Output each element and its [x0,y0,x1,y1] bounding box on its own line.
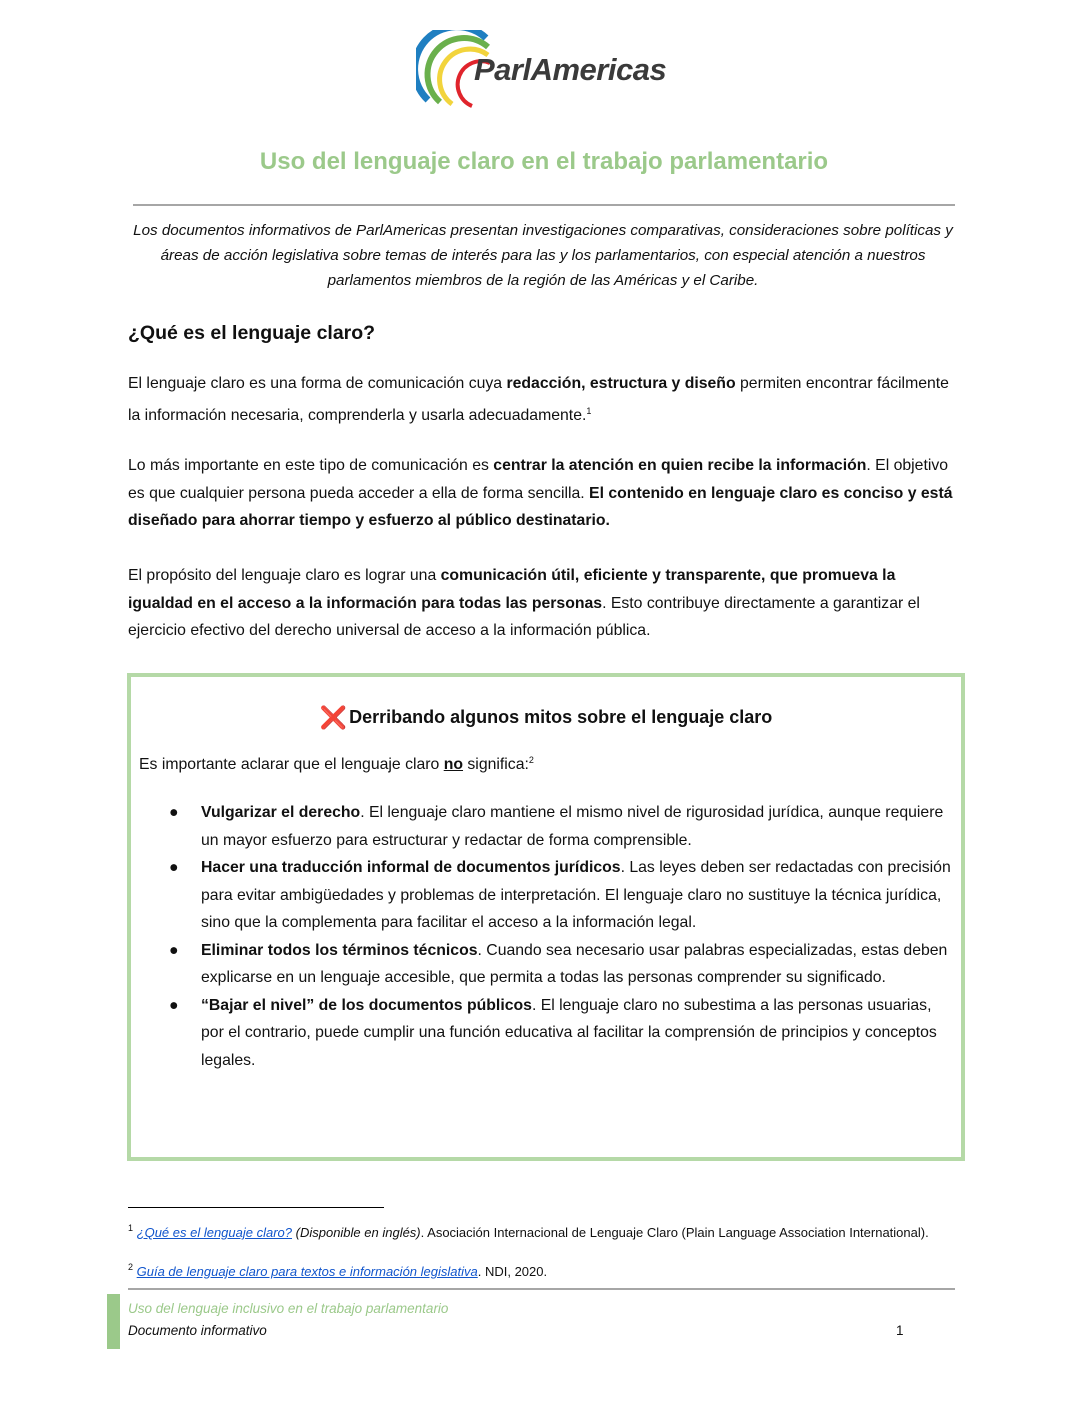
item-text: . El lenguaje claro no subestima a las personas usuarias, por el contrario, puede cumplir una función educativa al facilitar la comprensión de principios y conceptos legales. [201,996,937,1069]
logo-text: ParlAmericas [474,52,667,87]
parlamericas-logo [416,30,696,112]
footnote [128,1258,958,1281]
section-heading: ¿Qué es el lenguaje claro? [128,322,376,344]
footnote-text: . Asociación Internacional de Lenguaje Claro (Plain Language Association International). [420,1225,929,1240]
bullet-icon: ● [169,804,179,821]
text-segment: centrar la atención en quien recibe la información [493,457,867,474]
list-item [131,937,951,992]
text-segment: permiten encontrar fácilmente la información necesaria, comprenderla y usarla adecuadamente. [128,375,949,424]
footnote-number: 2 [128,1262,134,1272]
intro-after: significa: [463,756,529,773]
text-segment: redacción, estructura y diseño [506,375,736,392]
item-text: . Las leyes deben ser redactadas con precisión para evitar ambigüedades y problemas de interpretación. El lenguaje claro no sustituye la técnica jurídica, sino que la complementa para facilitar el acceso a la información legal. [201,859,951,931]
intro-text: Los documentos informativos de ParlAmericas presentan investigaciones comparativas, consideraciones sobre políticas y áreas de acción legislativa sobre temas de interés para las y los parlamentarios, con especial atención a nuestros parlamentos miembros de la región de las Américas y el Caribe. [133,222,953,289]
item-bold: “Bajar el nivel” de los documentos públicos [201,996,532,1014]
text-segment: . El objetivo es que cualquier persona pueda acceder a ella de forma sencilla. [128,457,949,502]
list-item [131,799,951,854]
text-segment: El contenido en lenguaje claro es conciso y está diseñado para ahorrar tiempo y esfuerzo al público destinatario. [128,484,953,529]
footnote-text: . NDI, 2020. [477,1264,548,1279]
footer-title: Uso del lenguaje inclusivo en el trabajo parlamentario [128,1301,449,1316]
myths-intro [139,755,534,774]
item-bold: Eliminar todos los términos técnicos [201,941,478,959]
footer-divider [128,1288,955,1290]
cross-mark-icon: ❌ [319,705,348,730]
page-title: Uso del lenguaje claro en el trabajo parlamentario [259,148,829,175]
footnote-ref[interactable]: 2 [528,755,534,765]
footnote [128,1219,958,1242]
footer-accent-bar [107,1294,120,1349]
myths-list [131,799,951,1074]
myths-box-title [131,705,961,731]
text-segment: El lenguaje claro es una forma de comunicación cuya [128,375,507,392]
text-segment: . Esto contribuye directamente a garantizar el ejercicio efectivo del derecho universal de acceso a la información pública. [128,594,920,639]
page-number: 1 [896,1323,904,1338]
item-text: . Cuando sea necesario usar palabras especializadas, estas deben explicarse en un lenguaje accesible, que permita a todas las personas comprender su significado. [201,941,948,986]
item-bold: Hacer una traducción informal de documentos jurídicos [201,859,621,876]
myths-title-text: Derribando algunos mitos sobre el lenguaje claro [349,707,773,727]
bullet-icon: ● [169,859,179,876]
bullet-icon: ● [169,996,179,1014]
list-item [131,854,951,937]
title-divider [133,204,955,206]
paragraph [128,562,958,645]
text-segment: El propósito del lenguaje claro es lograr una [128,567,441,584]
footnote-link[interactable]: Guía de lenguaje claro para textos e información legislativa [136,1264,478,1279]
paragraph [128,452,958,535]
intro-emphasis: no [443,756,464,773]
paragraph [128,370,958,429]
footnote-ref[interactable]: 1 [586,405,592,416]
bullet-icon: ● [169,941,179,959]
list-item [131,992,951,1075]
item-text: . El lenguaje claro mantiene el mismo nivel de rigurosidad jurídica, aunque requiere un mayor esfuerzo para estructurar y redactar de forma comprensible. [201,804,944,849]
footnote-note: (Disponible en inglés) [292,1225,421,1240]
footer-subtitle: Documento informativo [128,1323,267,1338]
footnote-divider [128,1207,384,1208]
myths-box [127,673,965,1161]
text-segment: Lo más importante en este tipo de comunicación es [128,457,494,474]
footnote-link[interactable]: ¿Qué es el lenguaje claro? [136,1225,293,1240]
text-segment: comunicación útil, eficiente y transparente, que promueva la igualdad en el acceso a la información para todas las personas [128,567,896,612]
item-bold: Vulgarizar el derecho [201,804,361,821]
intro-before: Es importante aclarar que el lenguaje claro [139,756,444,773]
footnote-number: 1 [128,1223,134,1233]
